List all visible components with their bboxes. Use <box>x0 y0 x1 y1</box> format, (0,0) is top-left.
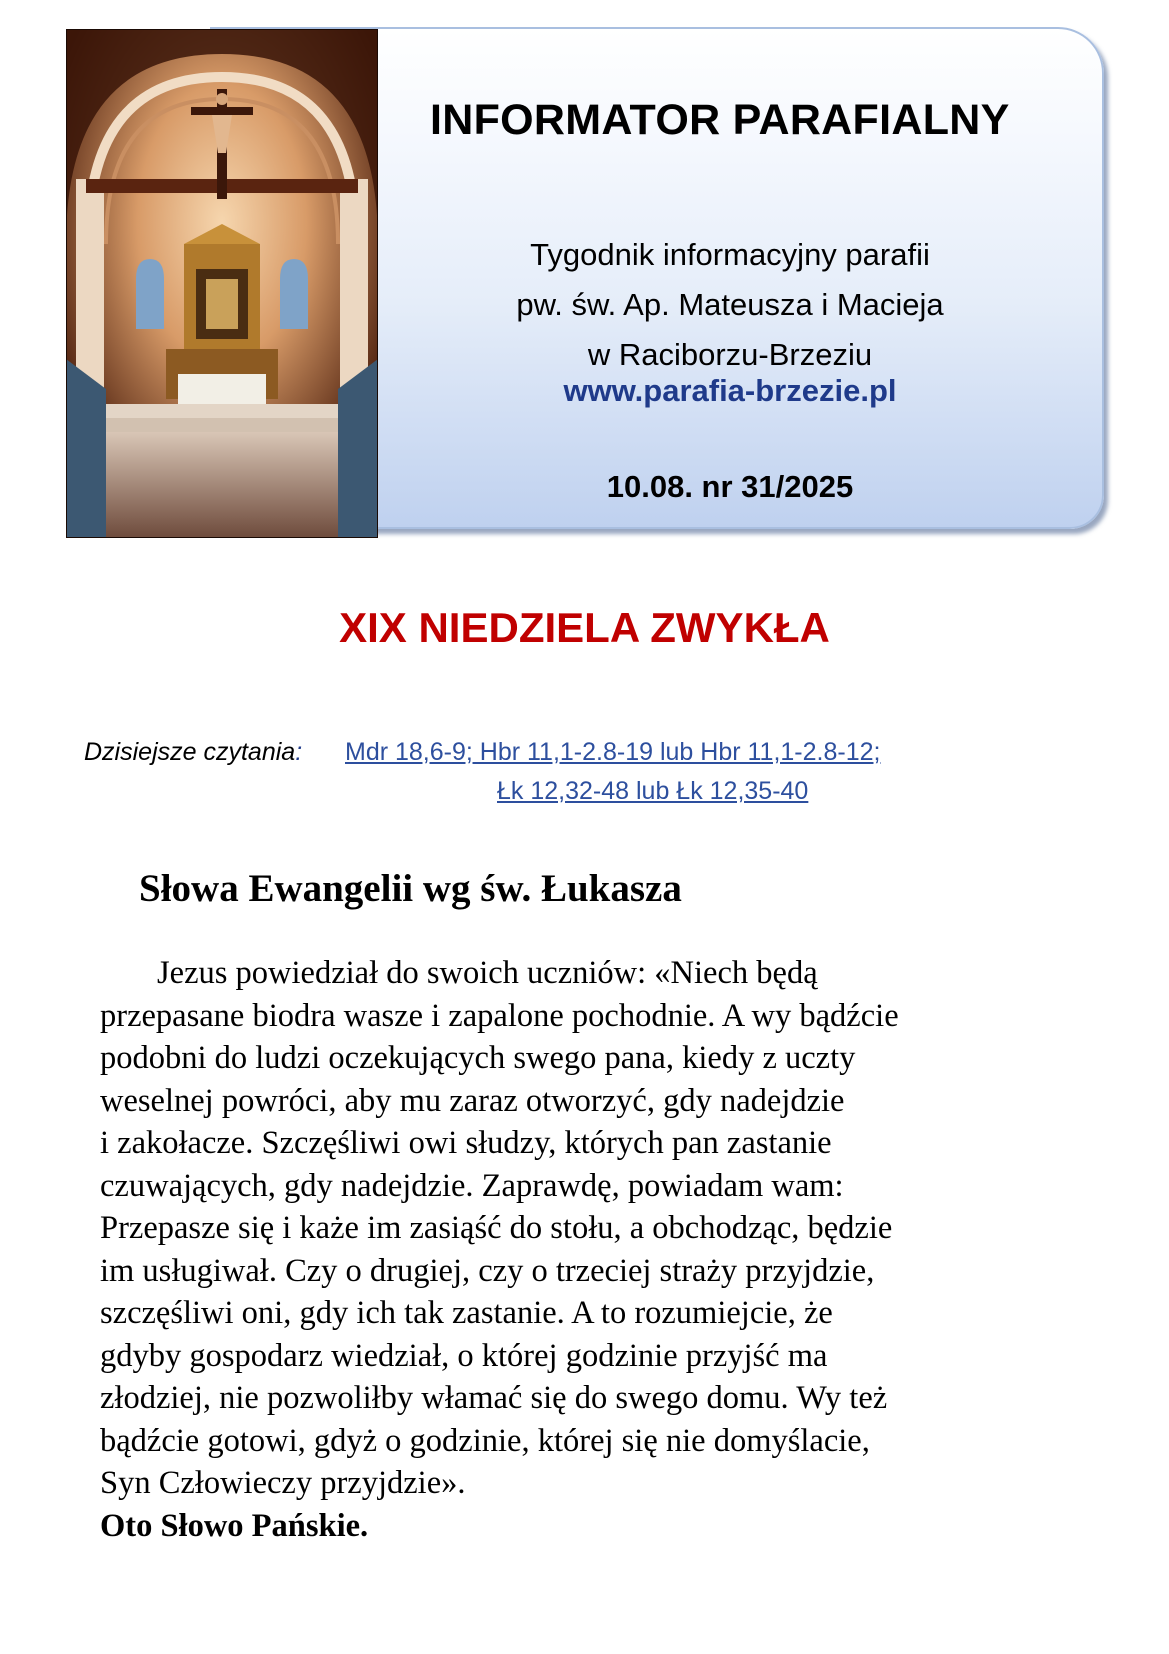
parish-description-line: pw. św. Ap. Mateusza i Macieja <box>516 287 944 322</box>
gospel-closing: Oto Słowo Pańskie. <box>100 1507 369 1544</box>
church-interior-illustration <box>66 29 378 538</box>
sunday-title: XIX NIEDZIELA ZWYKŁA <box>339 604 830 651</box>
gospel-line: gdyby gospodarz wiedział, o której godzinie przyjść ma <box>100 1337 828 1374</box>
readings-link-line-1[interactable]: Mdr 18,6-9; Hbr 11,1-2.8-19 lub Hbr 11,1-2.8-12; <box>345 738 881 766</box>
gospel-line: Przepasze się i każe im zasiąść do stołu, a obchodząc, będzie <box>100 1210 893 1246</box>
gospel-line: podobni do ludzi oczekujących swego pana, kiedy z uczty <box>100 1040 856 1076</box>
parish-description-line: Tygodnik informacyjny parafii <box>530 237 930 272</box>
readings-label <box>84 738 302 767</box>
gospel-line: złodziej, nie pozwoliłby włamać się do swego domu. Wy też <box>100 1380 888 1416</box>
gospel-line: szczęśliwi oni, gdy ich tak zastanie. A to rozumiejcie, że <box>100 1295 833 1331</box>
gospel-line: przepasane biodra wasze i zapalone pochodnie. A wy bądźcie <box>100 997 899 1034</box>
newsletter-title: INFORMATOR PARAFIALNY <box>430 96 1010 144</box>
gospel-line: Syn Człowieczy przyjdzie». <box>100 1465 466 1501</box>
readings-link-line-2[interactable]: Łk 12,32-48 lub Łk 12,35-40 <box>497 777 809 805</box>
readings-label-colon: : <box>295 738 303 766</box>
gospel-line: im usługiwał. Czy o drugiej, czy o trzeciej straży przyjdzie, <box>100 1252 875 1289</box>
parish-description-line: w Raciborzu-Brzeziu <box>587 337 873 372</box>
gospel-line: weselnej powróci, aby mu zaraz otworzyć, gdy nadejdzie <box>100 1082 845 1119</box>
parish-website-link[interactable]: www.parafia-brzezie.pl <box>563 373 897 408</box>
gospel-line: bądźcie gotowi, gdyż o godzinie, której się nie domyślacie, <box>100 1422 870 1459</box>
issue-date-number: 10.08. nr 31/2025 <box>606 469 854 504</box>
parish-description <box>440 230 1020 380</box>
gospel-line: Jezus powiedział do swoich uczniów: «Niech będą <box>157 955 818 991</box>
gospel-text <box>100 952 1100 1547</box>
gospel-heading: Słowa Ewangelii wg św. Łukasza <box>139 867 682 910</box>
readings-label-text: Dzisiejsze czytania <box>84 738 296 766</box>
gospel-line: czuwających, gdy nadejdzie. Zaprawdę, powiadam wam: <box>100 1167 844 1204</box>
gospel-line: i zakołacze. Szczęśliwi owi słudzy, których pan zastanie <box>100 1125 832 1161</box>
church-interior-photo <box>66 29 378 538</box>
